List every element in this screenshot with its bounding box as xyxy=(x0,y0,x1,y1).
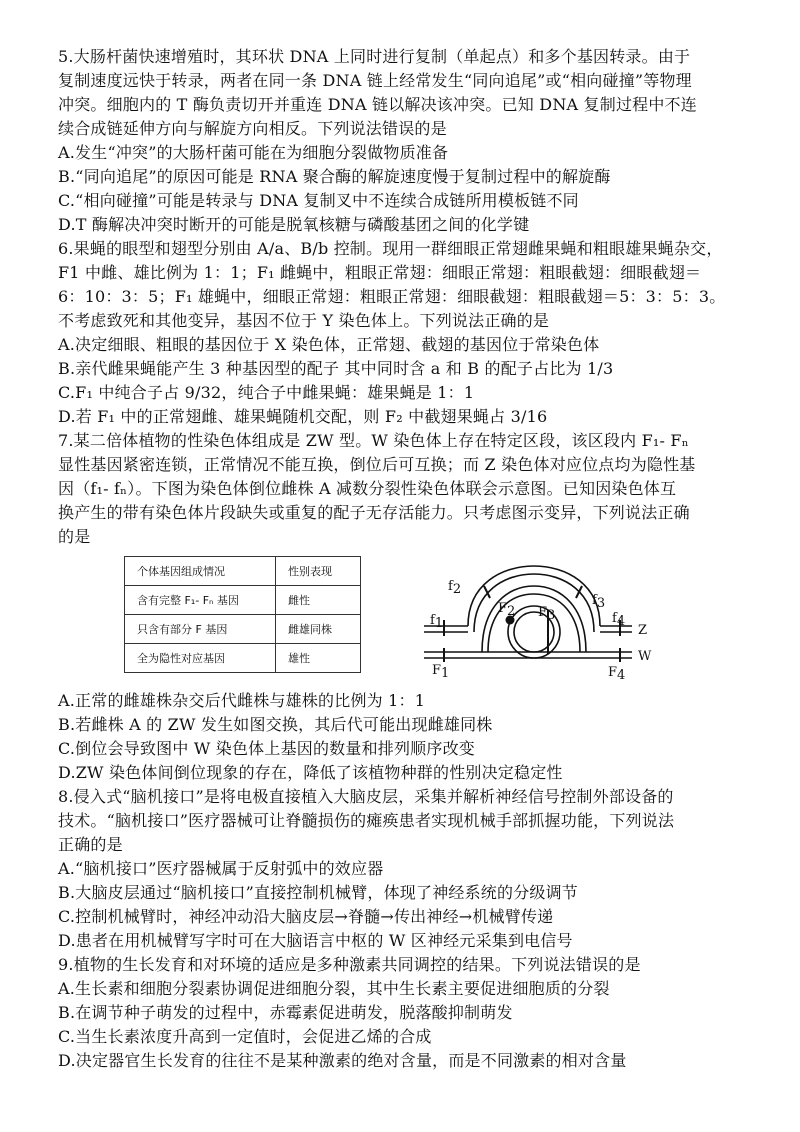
q6-stem-line: F1 中雌、雄比例为 1：1；F₁ 雌蝇中，粗眼正常翅：细眼正常翅：粗眼截翅：细眼截翅＝ xyxy=(58,263,702,282)
label-f1: f1 xyxy=(430,613,444,631)
label-z-chromosome: Z xyxy=(638,623,648,638)
sex-phenotype-table xyxy=(124,556,361,673)
q5-stem-line: 续合成链延伸方向与解旋方向相反。下列说法错误的是 xyxy=(58,119,447,138)
q5-option-d: D.T 酶解决冲突时断开的可能是脱氧核糖与磷酸基团之间的化学键 xyxy=(58,215,530,234)
q5-option-a: A.发生“冲突”的大肠杆菌可能在为细胞分裂做物质准备 xyxy=(58,143,449,162)
q8-option-b: B.大脑皮层通过“脑机接口”直接控制机械臂，体现了神经系统的分级调节 xyxy=(58,883,579,902)
table-row xyxy=(125,557,361,586)
q5-stem-line: 5.大肠杆菌快速增殖时，其环状 DNA 上同时进行复制（单起点）和多个基因转录。由于 xyxy=(58,47,691,66)
q5-stem-line: 冲突。细胞内的 T 酶负责切开并重连 DNA 链以解决该冲突。已知 DNA 复制过程中不连 xyxy=(58,95,697,114)
table-cell: 只含有部分 F 基因 xyxy=(125,615,276,644)
q6-option-d: D.若 F₁ 中的正常翅雌、雄果蝇随机交配，则 F₂ 中截翅果蝇占 3/16 xyxy=(58,407,548,426)
q9-option-a: A.生长素和细胞分裂素协调促进细胞分裂，其中生长素主要促进细胞质的分裂 xyxy=(58,979,610,998)
label-F1: F1 xyxy=(432,663,450,681)
q7-stem-line: 的是 xyxy=(58,527,91,546)
q7-stem-line: 显性基因紧密连锁，正常情况不能互换，倒位后可互换；而 Z 染色体对应位点均为隐性基 xyxy=(58,455,696,474)
w-loop-inner xyxy=(482,586,586,652)
table-cell: 雌雄同株 xyxy=(276,615,361,644)
q8-stem-line: 技术。“脑机接口”医疗器械可让脊髓损伤的瘫痪患者实现机械手部抓握功能，下列说法 xyxy=(58,811,675,830)
q6-option-a: A.决定细眼、粗眼的基因位于 X 染色体，正常翅、截翅的基因位于常染色体 xyxy=(58,335,600,354)
q5-option-b: B.“同向追尾”的原因可能是 RNA 聚合酶的解旋速度慢于复制过程中的解旋酶 xyxy=(58,167,611,186)
q9-stem-line: 9.植物的生长发育和对环境的适应是多种激素共同调控的结果。下列说法错误的是 xyxy=(58,955,641,974)
label-f4: f4 xyxy=(612,611,626,629)
label-f2: f2 xyxy=(448,579,462,597)
q6-option-c: C.F₁ 中纯合子占 9/32，纯合子中雌果蝇：雄果蝇是 1：1 xyxy=(58,383,475,402)
q5-stem-line: 复制速度远快于转录，两者在同一条 DNA 链上经常发生“同向追尾”或“相向碰撞”等物理 xyxy=(58,71,692,90)
q9-option-d: D.决定器官生长发育的往往不是某种激素的绝对含量，而是不同激素的相对含量 xyxy=(58,1051,627,1070)
q7-option-c: C.倒位会导致图中 W 染色体上基因的数量和排列顺序改变 xyxy=(58,739,475,758)
q8-option-c: C.控制机械臂时，神经冲动沿大脑皮层→脊髓→传出神经→机械臂传递 xyxy=(58,907,554,926)
q8-stem-line: 正确的是 xyxy=(58,835,123,854)
q6-stem-line: 6：10：3：5；F₁ 雄蝇中，细眼正常翅：粗眼正常翅：细眼截翅：粗眼截翅＝5：3：5：3。 xyxy=(58,287,726,306)
q9-option-b: B.在调节种子萌发的过程中，赤霉素促进萌发，脱落酸抑制萌发 xyxy=(58,1003,513,1022)
q7-option-b: B.若雌株 A 的 ZW 发生如图交换，其后代可能出现雌雄同株 xyxy=(58,715,493,734)
q7-stem-line: 因（f₁- fₙ）。下图为染色体倒位雌株 A 减数分裂性染色体联会示意图。已知因染色体互 xyxy=(58,479,677,498)
q9-option-c: C.当生长素浓度升高到一定值时，会促进乙烯的合成 xyxy=(58,1027,432,1046)
locus-f3-mark xyxy=(576,586,582,598)
q8-option-d: D.患者在用机械臂写字时可在大脑语言中枢的 W 区神经元采集到电信号 xyxy=(58,931,573,950)
label-F4: F4 xyxy=(608,665,626,683)
label-F3: F3 xyxy=(538,605,556,623)
table-cell: 全为隐性对应基因 xyxy=(125,644,276,673)
q8-stem-line: 8.侵入式“脑机接口”是将电极直接植入大脑皮层，采集并解析神经信号控制外部设备的 xyxy=(58,787,674,806)
label-F2: F2 xyxy=(498,601,516,619)
table-row xyxy=(125,644,361,673)
q5-option-c: C.“相向碰撞”可能是转录与 DNA 复制叉中不连续合成链所用模板链不同 xyxy=(58,191,579,210)
table-cell: 含有完整 F₁- Fₙ 基因 xyxy=(125,586,276,615)
q7-stem-line: 换产生的带有染色体片段缺失或重复的配子无存活能力。只考虑图示变异，下列说法正确 xyxy=(58,503,690,522)
q6-stem-line: 6.果蝇的眼型和翅型分别由 A/a、B/b 控制。现用一群细眼正常翅雌果蝇和粗眼雄果蝇杂交， xyxy=(58,239,723,258)
label-f3: f3 xyxy=(592,593,606,611)
table-row xyxy=(125,615,361,644)
chromosome-inversion-diagram xyxy=(422,556,662,684)
table-row xyxy=(125,586,361,615)
label-w-chromosome: W xyxy=(638,649,652,664)
table-cell: 雌性 xyxy=(276,586,361,615)
q7-option-a: A.正常的雌雄株杂交后代雌株与雄株的比例为 1：1 xyxy=(58,691,426,710)
table-cell: 雄性 xyxy=(276,644,361,673)
q8-option-a: A.“脑机接口”医疗器械属于反射弧中的效应器 xyxy=(58,859,384,878)
q7-stem-line: 7.某二倍体植物的性染色体组成是 ZW 型。W 染色体上存在特定区段，该区段内 F₁- Fₙ xyxy=(58,431,689,450)
table-header-cell: 性别表现 xyxy=(276,557,361,586)
q6-stem-line: 不考虑致死和其他变异，基因不位于 Y 染色体上。下列说法正确的是 xyxy=(58,311,550,330)
q6-option-b: B.亲代雌果蝇能产生 3 种基因型的配子 其中同时含 a 和 B 的配子占比为 1/3 xyxy=(58,359,614,378)
table-header-cell: 个体基因组成情况 xyxy=(125,557,276,586)
q7-option-d: D.ZW 染色体间倒位现象的存在，降低了该植物种群的性别决定稳定性 xyxy=(58,763,563,782)
